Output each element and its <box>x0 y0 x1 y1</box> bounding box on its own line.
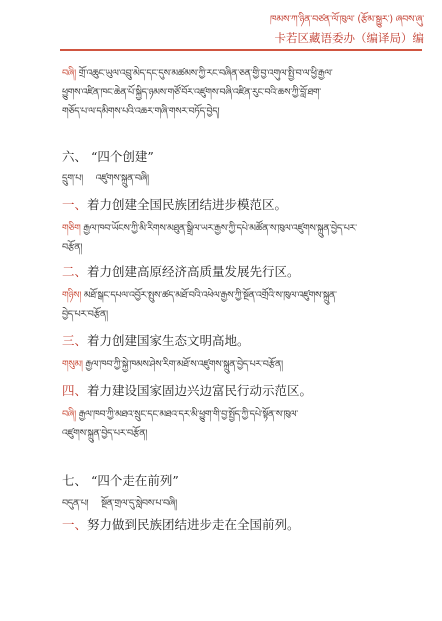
section7-heading: 七、 “四个走在前列” <box>62 473 179 488</box>
section7-item-1 <box>62 518 300 532</box>
section7-tibetan-heading <box>62 497 177 511</box>
item-tibetan-number: གཅིག <box>62 223 81 234</box>
section6-item-1-tibetan-cont: བརྩོན། <box>62 242 83 253</box>
section6-heading: 六、 “四个创建” <box>62 149 154 164</box>
header-chinese-title: 卡若区藏语委办（编译局）编 <box>274 31 424 45</box>
item-tibetan-text: རྒྱལ་ཁབ་ཀྱི་སྐྱེ་ཁམས་ཤེས་རིག་མཐོ་ས་འཛུགས་སྐྲུན་བྱེད་པར་བརྩོན། <box>85 359 283 370</box>
section6-item-4-tibetan <box>62 408 298 422</box>
intro-number: བཞི། <box>62 68 76 79</box>
section6-item-1-tibetan <box>62 222 357 236</box>
header-divider <box>60 49 422 51</box>
section6-item-3 <box>62 334 250 348</box>
item-number: 一、 <box>62 197 88 212</box>
header-tibetan-title: ཁམས་ཀ་ཉིན་བཙན་ལོ་ཁུལ་ (རྩོམ་སྒྱུར་) ཞབས་ཞུ་ <box>270 14 424 25</box>
section6-tibetan-heading <box>62 172 149 186</box>
item-text: 着力创建全国民族团结进步模范区。 <box>87 197 288 212</box>
intro-line-2: ཕྱུགས་འཛིན་ཁང་ཆེན་པོ་སྐྱིད་ཉམས་གཙོ་བོར་འཛུགས་བཞི་འཛིན་རུང་བའི་ཆས་ཀྱི་བློ་ཐག་ <box>62 87 321 98</box>
item-tibetan-text: མཐོ་སྒང་དཔལ་འབྱོར་སྤུས་ཚད་མཐོ་བའི་འཕེལ་རྒྱས་ཀྱི་སྔོན་འགྲོའི་ས་ཁུལ་འཛུགས་སྐྲུན་ <box>83 290 337 301</box>
item-number: 三、 <box>62 333 88 348</box>
item-number: 一、 <box>62 517 88 532</box>
section6-item-2 <box>62 265 300 279</box>
section6-tibetan-title: འཛུགས་སྐྲུན་བཞི། <box>95 173 149 184</box>
item-text: 努力做到民族团结进步走在全国前列。 <box>87 517 300 532</box>
section6-item-4 <box>62 384 312 398</box>
intro-line-3: གཅོད་པ་ལ་དམིགས་པའི་འཆར་གཞི་གསར་བཏོད་བྱེད། <box>62 106 220 117</box>
item-number: 四、 <box>62 383 88 398</box>
section6-item-2-tibetan-cont: བྱེད་པར་བརྩོན། <box>62 309 108 320</box>
intro-line-1 <box>62 67 332 81</box>
section6-item-3-tibetan <box>62 358 283 372</box>
section7-tibetan-number: བདུན་པ། <box>62 498 89 509</box>
item-tibetan-number: གསུམ། <box>62 359 83 370</box>
item-text: 着力创建国家生态文明高地。 <box>87 333 250 348</box>
item-tibetan-text: རྒྱལ་ཁབ་ཡོངས་ཀྱི་མི་རིགས་མཐུན་སྒྲིལ་ཡར་རྒྱས་ཀྱི་དཔེ་མཚོན་ས་ཁུལ་འཛུགས་སྐྲུན་བྱེད་པར་ <box>83 223 357 234</box>
item-tibetan-number: བཞི། <box>62 409 76 420</box>
section6-item-4-tibetan-cont: འཛུགས་སྐྲུན་བྱེད་པར་བརྩོན། <box>62 428 148 439</box>
item-text: 着力创建高原经济高质量发展先行区。 <box>87 264 300 279</box>
item-tibetan-number: གཉིས། <box>62 290 82 301</box>
item-text: 着力建设国家固边兴边富民行动示范区。 <box>87 383 313 398</box>
item-number: 二、 <box>62 264 88 279</box>
section7-tibetan-title: སྔོན་གྲལ་དུ་སླེབས་པ་བཞི། <box>101 498 177 509</box>
section6-item-1 <box>62 198 287 212</box>
section6-item-2-tibetan <box>62 289 337 303</box>
item-tibetan-text: རྒྱལ་ཁབ་ཀྱི་མཐའ་སྲུང་དང་མཐའ་དར་མི་ཕྱུག་གི་བྱ་སྤྱོད་ཀྱི་དཔེ་སྟོན་ས་ཁུལ་ <box>78 409 298 420</box>
section6-tibetan-number: དྲུག་པ། <box>62 173 83 184</box>
intro-text-1: གྲོ་འཆུང་ཡུལ་འབྲུ་མེད་དང་དུས་མཚམས་ཀྱི་རང་བཞིན་ཅན་གྱི་བྱ་འགུལ་སྤྱི་བ་ལ་ཕྱི་རྒྱལ་ <box>78 68 333 79</box>
